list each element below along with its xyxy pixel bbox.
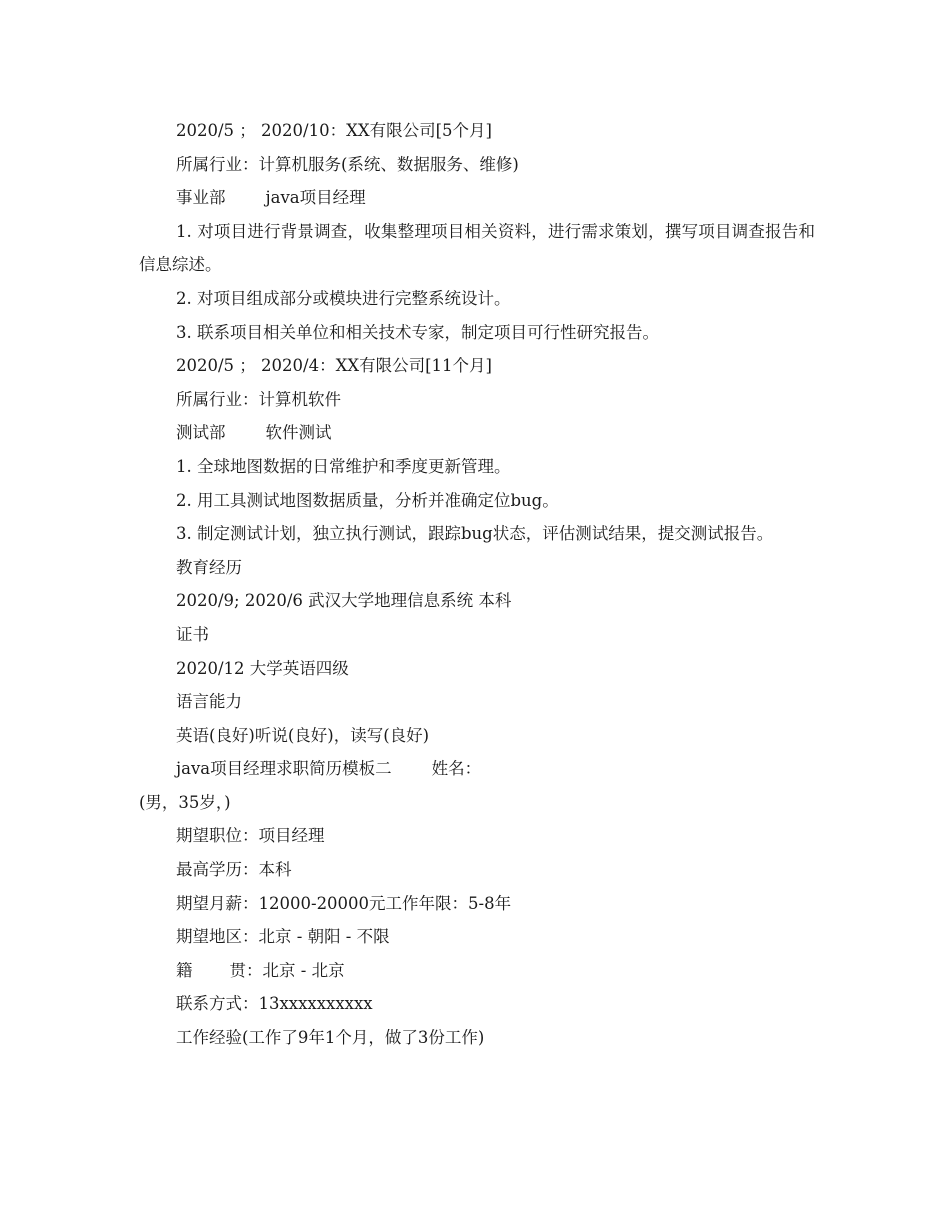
desired-area: 期望地区：北京 - 朝阳 - 不限 (176, 927, 390, 947)
job2-dept: 测试部 (176, 423, 226, 443)
language-entry: 英语(良好)听说(良好)，读写(良好) (176, 725, 430, 745)
job2-duty-3: 3. 制定测试计划，独立执行测试，跟踪bug状态，评估测试结果，提交测试报告。 (176, 524, 774, 544)
job1-duty-2: 2. 对项目组成部分或模块进行完整系统设计。 (176, 288, 511, 308)
job2-position: 软件测试 (265, 423, 332, 443)
job2-duty-1: 1. 全球地图数据的日常维护和季度更新管理。 (176, 456, 511, 476)
job1-industry: 所属行业：计算机服务(系统、数据服务、维修) (176, 154, 519, 174)
job1-dept: 事业部 (176, 188, 226, 208)
name-label: 姓名： (431, 759, 482, 779)
contact: 联系方式：13xxxxxxxxxx (176, 994, 373, 1014)
native-value: 贯：北京 - 北京 (229, 960, 345, 980)
job2-dept-position (139, 416, 815, 450)
job1-position: java项目经理 (265, 188, 366, 208)
resume-content (139, 114, 815, 1055)
job1-duty-3: 3. 联系项目相关单位和相关技术专家，制定项目可行性研究报告。 (176, 322, 659, 342)
education-level: 最高学历：本科 (176, 860, 292, 880)
job2-duty-2: 2. 用工具测试地图数据质量，分析并准确定位bug。 (176, 490, 559, 510)
education-heading: 教育经历 (176, 557, 242, 577)
job1-duty-1: 1. 对项目进行背景调查，收集整理项目相关资料，进行需求策划，撰写项目调查报告和信息综述。 (139, 221, 815, 275)
job1-dept-position (139, 181, 815, 215)
certificates-entry: 2020/12 大学英语四级 (176, 658, 349, 678)
salary-years: 期望月薪：12000-20000元工作年限：5-8年 (176, 893, 512, 913)
job2-industry: 所属行业：计算机软件 (176, 389, 341, 409)
job1-period: 2020/5 ； 2020/10：XX有限公司[5个月] (176, 121, 492, 140)
language-heading: 语言能力 (176, 692, 242, 712)
certificates-heading: 证书 (176, 624, 209, 644)
job2-period: 2020/5 ； 2020/4：XX有限公司[11个月] (176, 356, 492, 376)
native-label: 籍 (176, 960, 193, 980)
desired-position: 期望职位：项目经理 (176, 826, 325, 846)
template2-title-row (139, 752, 815, 786)
template2-title: java项目经理求职简历模板二 (176, 759, 392, 779)
education-entry: 2020/9; 2020/6 武汉大学地理信息系统 本科 (176, 591, 512, 611)
native-place (139, 954, 815, 988)
gender-age: (男，35岁，) (139, 792, 231, 812)
work-experience: 工作经验(工作了9年1个月，做了3份工作) (176, 1028, 485, 1048)
